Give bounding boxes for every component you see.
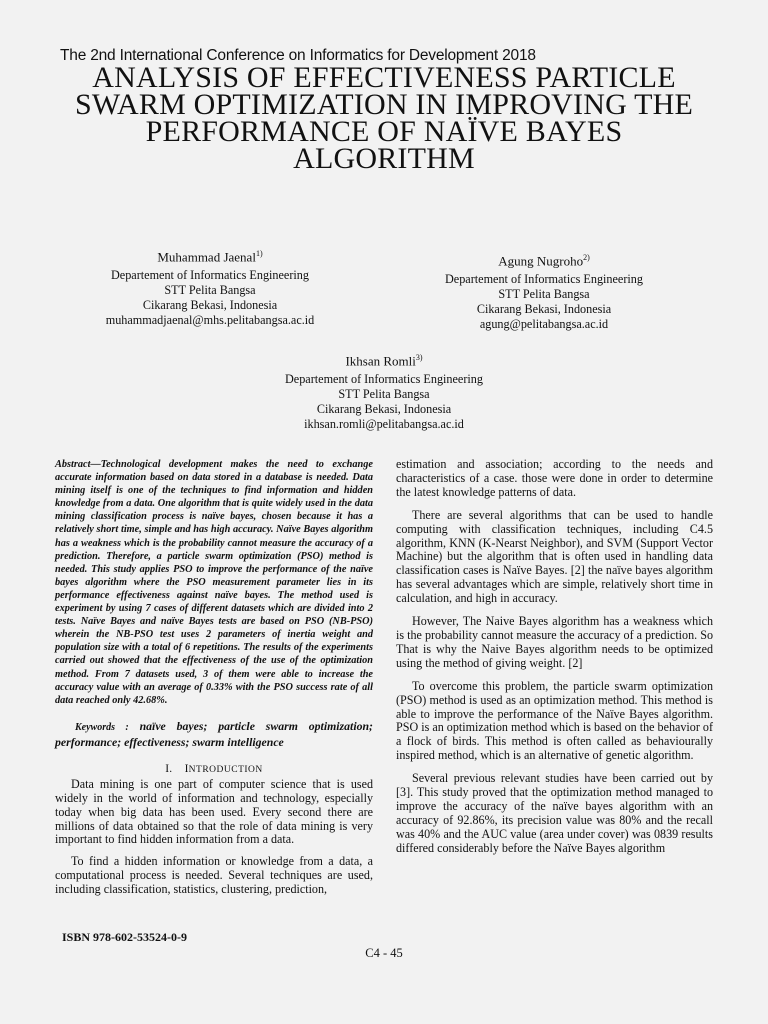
keywords-label: Keywords : [75,721,129,733]
author-email: ikhsan.romli@pelitabangsa.ac.id [304,417,464,432]
author-name: Muhammad Jaenal$^{1)}$ [157,249,263,265]
author-name: Ikhsan Romli$^{3)}$ [345,353,423,369]
body-paragraph: There are several algorithms that can be used to handle computing with classification techniques, including C4.5 algorithm, KNN (K-Nearst Neighbor), and SVM (Support Vector Machine) but the algorithm that is often used in handling data classification cases is Naïve Bayes. [2] the naïve bayes algorithm has several advantages which are simple, relatively short time in calculation, and high in accuracy. [396,507,713,606]
author-email: agung@pelitabangsa.ac.id [479,317,609,332]
author-institution: STT Pelita Bangsa [338,387,430,402]
author-block-2 [400,250,688,332]
title-line: SWARM OPTIMIZATION IN IMPROVING THE [74,88,694,121]
author-name: Agung Nugroho$^{2)}$ [498,253,590,269]
paper-title [40,61,728,175]
body-paragraph: Several previous relevant studies have been carried out by [3]. This study proved that the optimization method managed to improve the accuracy of the naïve bayes algorithm with an accuracy of 92.86%, its precision value was 80% and the recall was 40% and the AUC value (area under cover) was 0839 results differed considerably before the Naïve Bayes algorithm [396,771,713,855]
author-city: Cikarang Bekasi, Indonesia [142,298,278,313]
conference-header: The 2nd International Conference on Informatics for Development 2018 [60,47,536,64]
keywords-list: naïve bayes; particle swarm optimization; performance; effectiveness; swarm intelligence [55,718,373,749]
author-dept: Departement of Informatics Engineering [285,372,483,387]
keywords [55,719,373,749]
author-email: muhammadjaenal@mhs.pelitabangsa.ac.id [105,313,315,328]
body-paragraph: However, The Naive Bayes algorithm has a weakness which is the probability cannot measure the accuracy of a prediction. So That is why the Naive Bayes algorithm needs to be optimized using the method of giving weight. [2] [396,614,713,670]
body-paragraph: To overcome this problem, the particle swarm optimization (PSO) method is used as an optimization method. This method is able to improve the performance of the Naïve Bayes algorithm. PSO is an optimization method which is based on the behavior of a flock of birds. This method is often called as behaviourally inspired method, which is an alternative of genetic algorithm. [396,678,713,763]
left-column [55,458,373,905]
author-block-1 [60,246,360,328]
isbn: ISBN 978-602-53524-0-9 [62,930,187,944]
title-line: ANALYSIS OF EFFECTIVENESS PARTICLE [92,61,676,94]
title-line: ALGORITHM [293,142,475,175]
author-dept: Departement of Informatics Engineering [445,272,643,287]
body-paragraph: estimation and association; according to the needs and characteristics of a case. those were done in order to determine the latest knowledge patterns of data. [396,457,713,499]
body-paragraph: To find a hidden information or knowledge from a data, a computational process is needed. Several techniques are used, including classification, statistics, clustering, prediction, [55,854,373,897]
author-city: Cikarang Bekasi, Indonesia [316,402,452,417]
author-dept: Departement of Informatics Engineering [111,268,309,283]
author-affiliation-mark: 2) [583,253,590,262]
title-line: PERFORMANCE OF NAÏVE BAYES [145,115,623,148]
section-heading: I. INTRODUCTION [165,762,263,775]
author-affiliation-mark: 3) [415,353,423,362]
author-block-3 [234,350,534,432]
author-institution: STT Pelita Bangsa [164,283,256,298]
right-column [396,458,713,865]
page-number: C4 - 45 [365,946,403,960]
body-paragraph: Data mining is one part of computer science that is used widely in the world of information and technology, especially today when big data has been used. Every second there are millions of data obtained so that the role of data mining is very important to find hidden information from a data. [55,776,373,847]
abstract: Abstract—Technological development makes the need to exchange accurate information based on data stored in a database is needed. Data mining itself is one of the techniques to find information and hidden knowledge from a data. One algorithm that is quite widely used in the data mining classification process is naïve bayes, chosen because it has a relatively short time, simple and has high accuracy. Naïve Bayes algorithm has a weakness which is the probability cannot measure the accuracy of a prediction. Therefore, a particle swarm optimization (PSO) method is needed. This study applies PSO to improve the performance of the naïve bayes algorithm where the PSO measurement parameter lies in its performance effectiveness against naïve bayes. The method used is experiment by using 7 cases of different datasets which are divided into 2 tests. Naïve Bayes and naïve Bayes tests are based on PSO (NB-PSO) wherein the NB-PSO test uses 2 parameters of inertia weight and population size with a total of 6 repetitions. The results of the experiments carried out showed that the effectiveness of the use of the optimization method. From 7 datasets used, 3 of them were able to increase the accuracy value with an average of 0.33% with the PSO success rate of all data reached only 42.68%. [55,459,373,706]
author-institution: STT Pelita Bangsa [498,287,590,302]
author-affiliation-mark: 1) [255,249,263,258]
author-city: Cikarang Bekasi, Indonesia [476,302,612,317]
